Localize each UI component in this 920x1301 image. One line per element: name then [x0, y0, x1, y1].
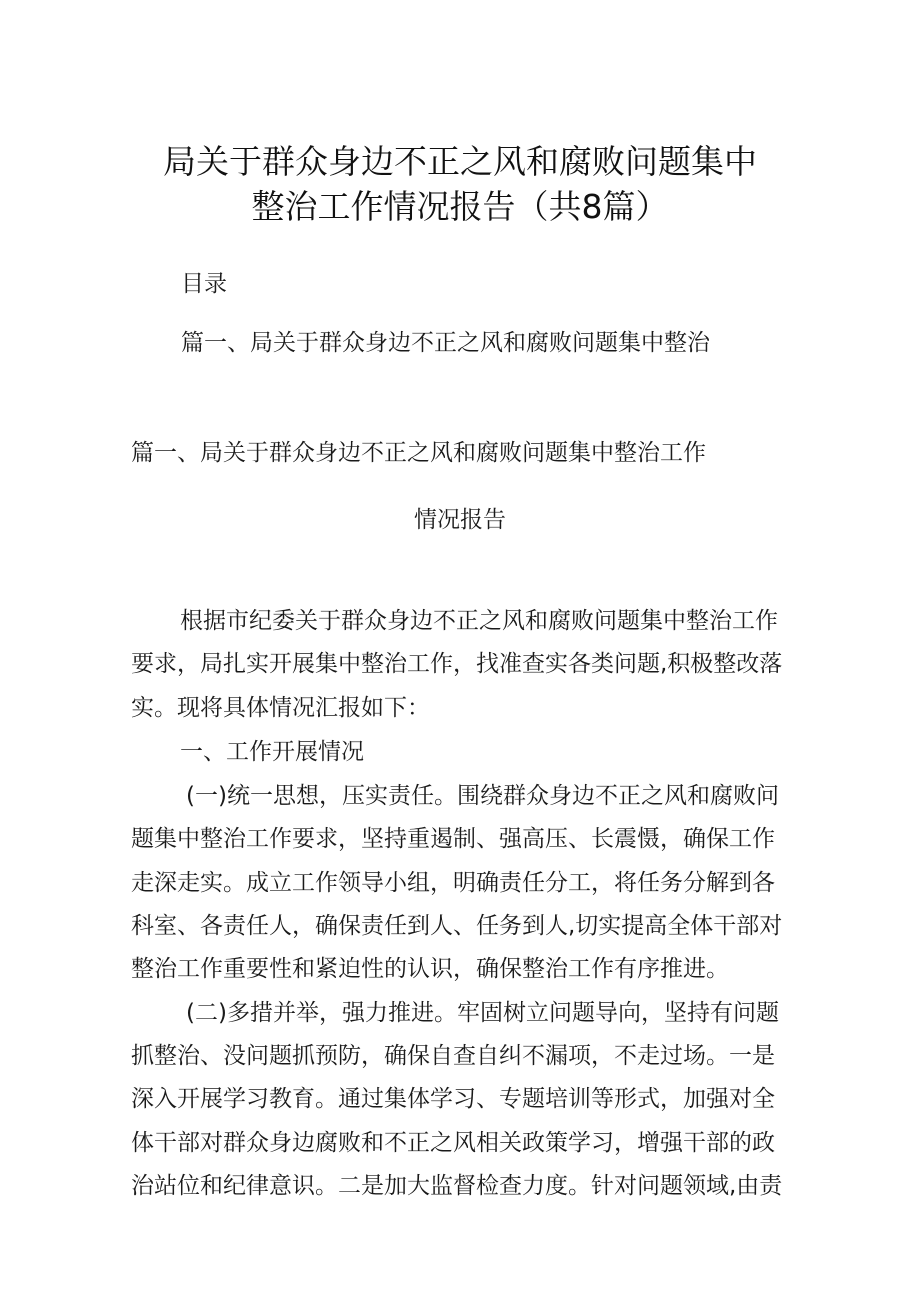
body-line: 要求，局扎实开展集中整治工作，找准查实各类问题,积极整改落: [131, 651, 783, 677]
document-title-line-1: 局关于群众身边不正之风和腐败问题集中: [163, 142, 757, 181]
body-line: 实。现将具体情况汇报如下：: [131, 695, 430, 721]
body-line: 体干部对群众身边腐败和不正之风相关政策学习，增强干部的政: [131, 1130, 775, 1156]
section-heading-line-2: 情况报告: [414, 507, 506, 533]
document-title-line-2: 整治工作情况报告（共8篇）: [251, 187, 669, 226]
body-line: 整治工作重要性和紧迫性的认识，确保整治工作有序推进。: [131, 956, 729, 982]
toc-item: 篇一、局关于群众身边不正之风和腐败问题集中整治: [181, 330, 710, 356]
toc-label: 目录: [181, 271, 227, 297]
body-line: 走深走实。成立工作领导小组，明确责任分工，将任务分解到各: [131, 870, 775, 896]
body-line: 一、工作开展情况: [180, 739, 364, 765]
body-line: (一)统一思想，压实责任。围绕群众身边不正之风和腐败问: [186, 783, 779, 809]
body-line: 题集中整治工作要求，坚持重遏制、强高压、长震慑，确保工作: [131, 826, 775, 852]
body-line: 治站位和纪律意识。二是加大监督检查力度。针对问题领域,由责: [131, 1173, 783, 1199]
body-line: (二)多措并举，强力推进。牢固树立问题导向，坚持有问题: [186, 1000, 779, 1026]
body-line: 科室、各责任人，确保责任到人、任务到人,切实提高全体干部对: [131, 913, 783, 939]
body-line: 根据市纪委关于群众身边不正之风和腐败问题集中整治工作: [180, 608, 778, 634]
section-heading-line-1: 篇一、局关于群众身边不正之风和腐败问题集中整治工作: [131, 440, 706, 466]
body-line: 深入开展学习教育。通过集体学习、专题培训等形式，加强对全: [131, 1086, 775, 1112]
body-line: 抓整治、没问题抓预防，确保自查自纠不漏项，不走过场。一是: [131, 1043, 775, 1069]
